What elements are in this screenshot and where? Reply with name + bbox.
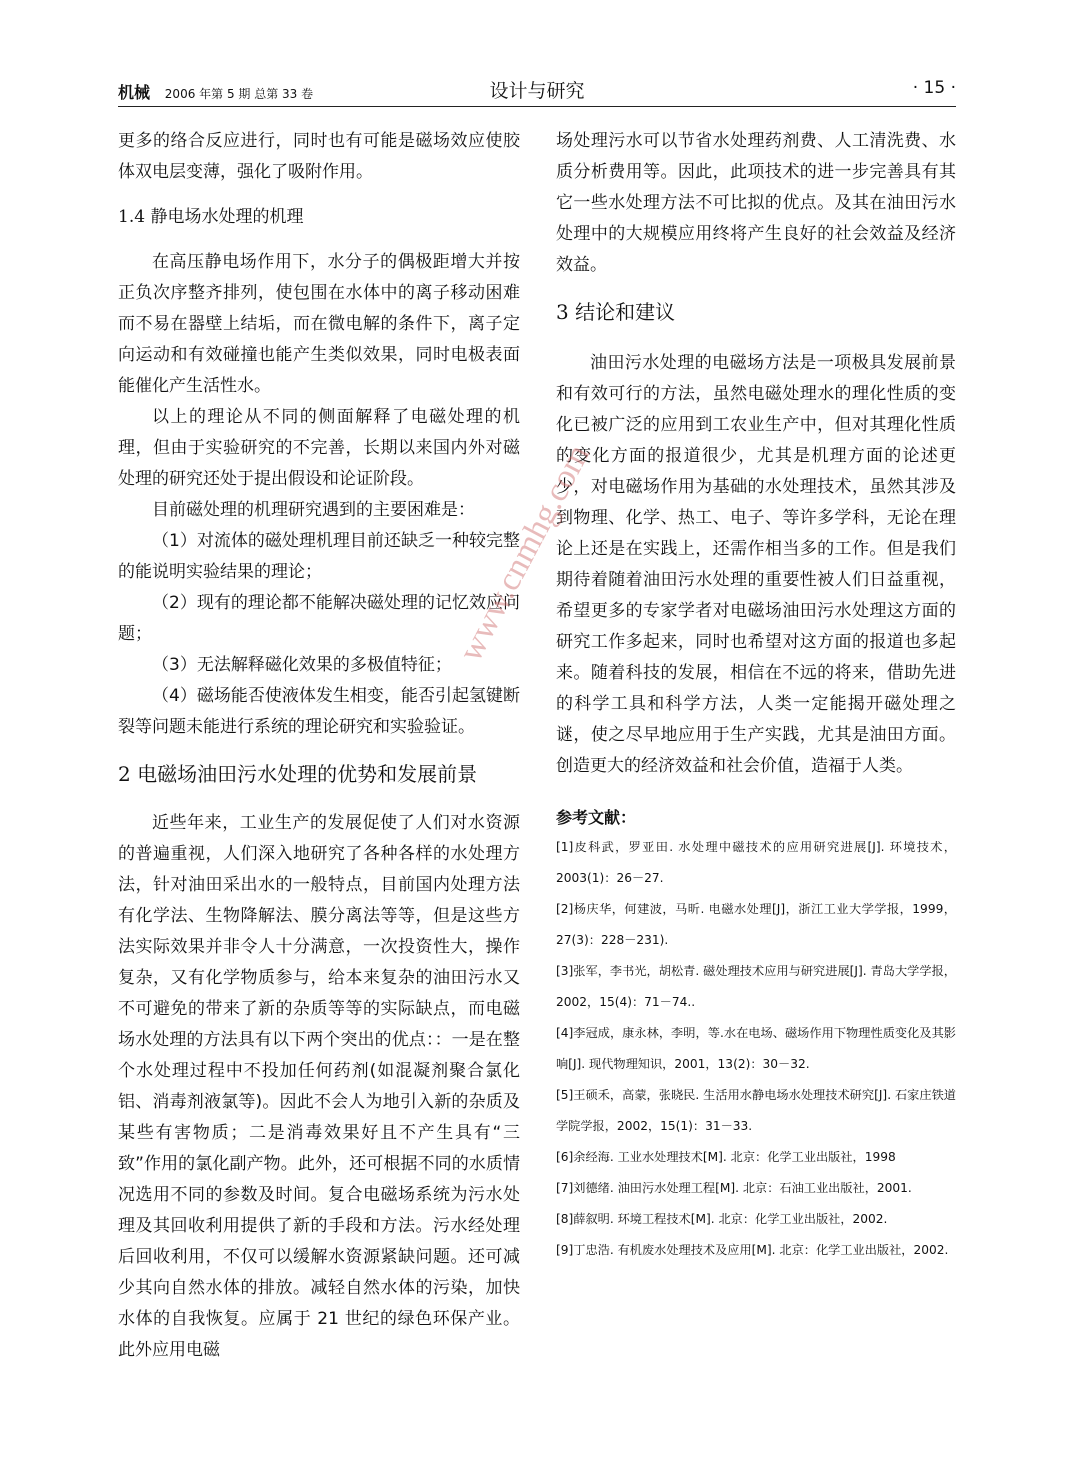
page-number: · 15 · <box>912 78 956 98</box>
section-title-text: 静电场水处理的机理 <box>150 207 304 227</box>
paragraph: 油田污水处理的电磁场方法是一项极具发展前景和有效可行的方法，虽然电磁处理水的理化性质的变化已被广泛的应用到工农业生产中，但对其理化性质的变化方面的报道很少，尤其是机理方面的论述更少，对电磁场作用为基础的水处理技术，虽然其涉及到物理、化学、热工、电子、等许多学科，无论在理论上还是在实践上，还需作相当多的工作。但是我们期待着随着油田污水处理的重要性被人们日益重视，希望更多的专家学者对电磁场油田污水处理这方面的研究工作多起来，同时也希望对这方面的报道也多起来。随着科技的发展，相信在不远的将来，借助先进的科学工具和科学方法，人类一定能揭开磁处理之谜，使之尽早地应用于生产实践，尤其是油田方面。创造更大的经济效益和社会价值，造福于人类。 <box>556 353 956 776</box>
list-item: （1）对流体的磁处理机理目前还缺乏一种较完整的能说明实验结果的理论； <box>118 531 520 582</box>
reference-item: [7]刘德绪. 油田污水处理工程[M]. 北京：石油工业出版社，2001. <box>556 1181 912 1195</box>
reference-item: [4]李冠成，康永林，李明，等.水在电场、磁场作用下物理性质变化及其影响[J]. 现代物理知识，2001，13(2)：30－32. <box>556 1026 956 1071</box>
paragraph: 近些年来，工业生产的发展促使了人们对水资源的普遍重视，人们深入地研究了各种各样的水处理方法，针对油田采出水的一般特点，目前国内处理方法有化学法、生物降解法、膜分离法等等，但是这些方法实际效果并非令人十分满意，一次投资性大，操作复杂，又有化学物质参与，给本来复杂的油田污水又不可避免的带来了新的杂质等等的实际缺点，而电磁场水处理的方法具有以下两个突出的优点：：一是在整个水处理过程中不投加任何药剂(如混凝剂聚合氯化铝、消毒剂液氯等)。因此不会人为地引入新的杂质及某些有害物质；二是消毒效果好且不产生具有“三致”作用的氯化副产物。此外，还可根据不同的水质情况选用不同的参数及时间。复合电磁场系统为污水处理及其回收利用提供了新的手段和方法。污水经处理后回收利用，不仅可以缓解水资源紧缺问题。还可减少其向自然水体的排放。减轻自然水体的污染，加快水体的自我恢复。应属于 21 世纪的绿色环保产业。此外应用电磁 <box>118 813 520 1360</box>
reference-item: [5]王硕禾，高蒙，张晓民. 生活用水静电场水处理技术研究[J]. 石家庄铁道学院学报，2002，15(1)：31－33. <box>556 1088 956 1133</box>
issue-info: 2006 年第 5 期 总第 33 卷 <box>164 87 314 101</box>
paragraph: 目前磁处理的机理研究遇到的主要困难是： <box>152 500 475 520</box>
watermark-text: www.cnmhg.com <box>452 438 598 668</box>
list-item: （2）现有的理论都不能解决磁处理的记忆效应问题； <box>118 593 520 644</box>
references-title: 参考文献： <box>556 808 637 827</box>
left-column <box>118 126 520 1366</box>
right-column <box>556 126 956 1266</box>
paragraph: 在高压静电场作用下，水分子的偶极距增大并按正负次序整齐排列，使包围在水体中的离子移动困难而不易在器壁上结垢，而在微电解的条件下，离子定向运动和有效碰撞也能产生类似效果，同时电极表面能催化产生活性水。 <box>118 252 520 396</box>
section-number: 3 <box>556 300 569 324</box>
section-title-text: 结论和建议 <box>575 300 676 324</box>
paragraph-continued: 更多的络合反应进行，同时也有可能是磁场效应使胶体双电层变薄，强化了吸附作用。 <box>118 131 520 182</box>
reference-item: [8]薛叙明. 环境工程技术[M]. 北京：化学工业出版社，2002. <box>556 1212 888 1226</box>
journal-name: 机械 <box>118 83 151 102</box>
reference-item: [3]张军，李书光，胡松青. 磁处理技术应用与研究进展[J]. 青岛大学学报，2002，15(4)：71－74.. <box>556 964 956 1009</box>
section-heading-2 <box>118 759 520 790</box>
section-title: 设计与研究 <box>489 80 585 102</box>
header-divider <box>118 106 956 107</box>
reference-item: [1]皮科武，罗亚田. 水处理中磁技术的应用研究进展[J]. 环境技术，2003(1)：26－27. <box>556 840 956 885</box>
reference-item: [9]丁忠浩. 有机废水处理技术及应用[M]. 北京：化学工业出版社，2002. <box>556 1243 949 1257</box>
page-header <box>118 76 956 106</box>
section-number: 1.4 <box>118 207 146 227</box>
section-title-text: 电磁场油田污水处理的优势和发展前景 <box>137 762 478 786</box>
reference-item: [6]余经海. 工业水处理技术[M]. 北京：化学工业出版社，1998 <box>556 1150 896 1164</box>
list-item: （3）无法解释磁化效果的多极值特征； <box>152 655 452 675</box>
section-heading-3 <box>556 297 956 328</box>
section-number: 2 <box>118 762 131 786</box>
paragraph-continued: 场处理污水可以节省水处理药剂费、人工清洗费、水质分析费用等。因此，此项技术的进一步完善具有其它一些水处理方法不可比拟的优点。及其在油田污水处理中的大规模应用终将产生良好的社会效益及经济效益。 <box>556 131 956 275</box>
paragraph: 以上的理论从不同的侧面解释了电磁处理的机理，但由于实验研究的不完善，长期以来国内外对磁处理的研究还处于提出假设和论证阶段。 <box>118 407 520 489</box>
section-heading-1-4 <box>118 202 520 233</box>
reference-item: [2]杨庆华，何建波，马昕. 电磁水处理[J]，浙江工业大学学报，1999，27(3)：228－231). <box>556 902 956 947</box>
list-item: （4）磁场能否使液体发生相变，能否引起氢键断裂等问题未能进行系统的理论研究和实验验证。 <box>118 686 520 737</box>
references-list <box>556 832 956 1266</box>
